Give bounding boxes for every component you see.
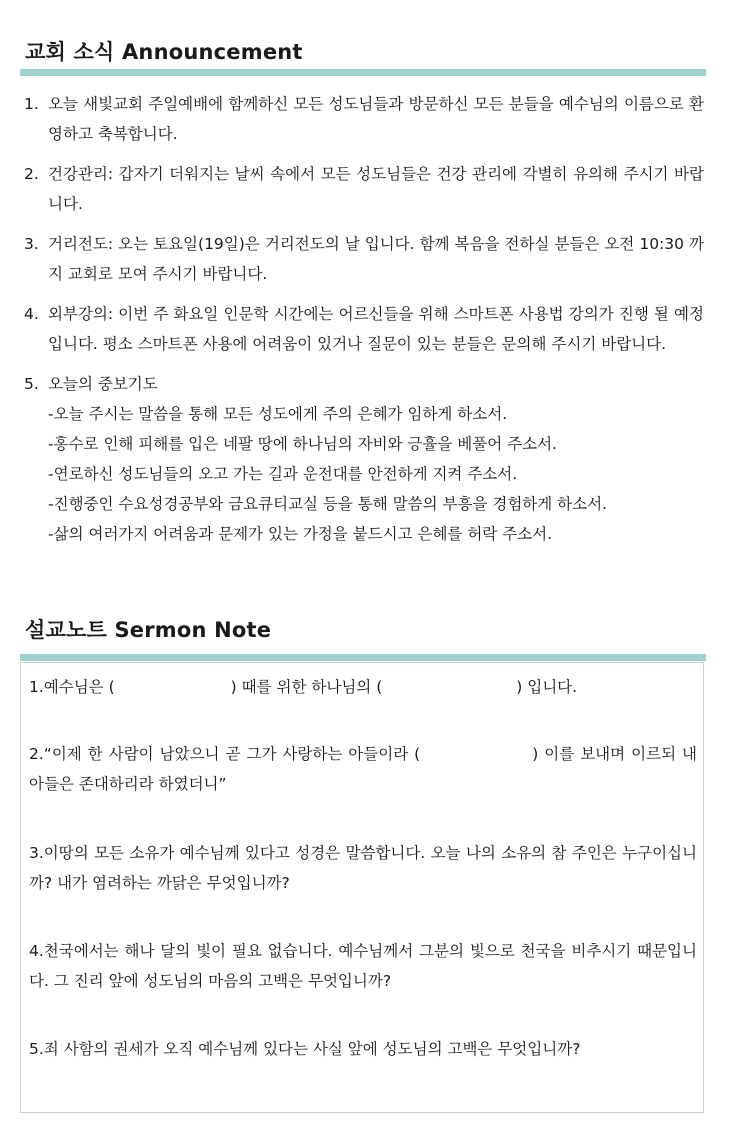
item-number: 4. [24, 305, 39, 323]
question-3: 3.이땅의 모든 소유가 예수님께 있다고 성경은 말씀합니다. 오늘 나의 소유의 참 주인은 누구이십니까? 내가 염려하는 까닭은 무엇입니까? [29, 844, 697, 892]
prayer-item: -진행중인 수요성경공부와 금요큐티교실 등을 통해 말씀의 부흥을 경험하게 하소서. [48, 495, 608, 513]
announcement-divider [20, 69, 706, 76]
prayer-item: -홍수로 인해 피해를 입은 네팔 땅에 하나님의 자비와 긍휼을 베풀어 주소서. [48, 435, 557, 453]
announcement-title: 교회 소식 Announcement [25, 40, 303, 64]
item-number: 5. [24, 375, 39, 393]
question-2-part-b: ) 이를 보내며 이르되 내 아들은 존대하리라 하였더니” [29, 745, 698, 793]
announcement-item-1 [24, 89, 704, 149]
announcement-item-5 [24, 369, 704, 399]
announcement-item-4 [24, 299, 704, 359]
item-text: 오늘의 중보기도 [48, 375, 158, 393]
item-text: 거리전도: 오는 토요일(19일)은 거리전도의 날 입니다. 함께 복음을 전하실 분들은 오전 10:30 까지 교회로 모여 주시기 바랍니다. [48, 235, 704, 283]
question-4: 4.천국에서는 해나 달의 빛이 필요 없습니다. 예수님께서 그분의 빛으로 천국을 비추시기 때문입니다. 그 진리 앞에 성도님의 마음의 고백은 무엇입니까? [29, 942, 697, 990]
item-text: 오늘 새빛교회 주일예배에 함께하신 모든 성도님들과 방문하신 모든 분들을 예수님의 이름으로 환영하고 축복합니다. [48, 95, 704, 143]
sermon-note-divider [20, 654, 706, 661]
prayer-list [24, 399, 704, 549]
item-number: 1. [24, 95, 39, 113]
question-2 [29, 739, 697, 799]
question-1-part-a: 1.예수님은 ( [29, 678, 115, 696]
announcement-item-3 [24, 229, 704, 289]
question-1 [29, 672, 697, 702]
announcement-item-2 [24, 159, 704, 219]
item-text: 건강관리: 갑자기 더워지는 날씨 속에서 모든 성도님들은 건강 관리에 각별히 유의해 주시기 바랍니다. [48, 165, 704, 213]
prayer-item: -삶의 여러가지 어려움과 문제가 있는 가정을 붙드시고 은혜를 허락 주소서. [48, 525, 553, 543]
prayer-list-container [24, 399, 704, 549]
prayer-item: -오늘 주시는 말씀을 통해 모든 성도에게 주의 은혜가 임하게 하소서. [48, 405, 508, 423]
question-1-part-b: ) 때를 위한 하나님의 ( [230, 678, 383, 696]
item-number: 2. [24, 165, 39, 183]
item-number: 3. [24, 235, 39, 253]
question-1-part-c: ) 입니다. [516, 678, 578, 696]
question-5: 5.죄 사함의 권세가 오직 예수님께 있다는 사실 앞에 성도님의 고백은 무엇입니까? [29, 1040, 581, 1058]
announcement-list [24, 89, 704, 549]
sermon-note-box [20, 662, 704, 1113]
question-2-part-a: 2.“이제 한 사람이 남았으니 곧 그가 사랑하는 아들이라 ( [29, 745, 421, 763]
sermon-note-title: 설교노트 Sermon Note [25, 618, 272, 642]
item-text: 외부강의: 이번 주 화요일 인문학 시간에는 어르신들을 위해 스마트폰 사용법 강의가 진행 될 예정 입니다. 평소 스마트폰 사용에 어려움이 있거나 질문이 있는 분들은 문의해 주시기 바랍니다. [48, 305, 704, 353]
prayer-item: -연로하신 성도님들의 오고 가는 길과 운전대를 안전하게 지켜 주소서. [48, 465, 518, 483]
